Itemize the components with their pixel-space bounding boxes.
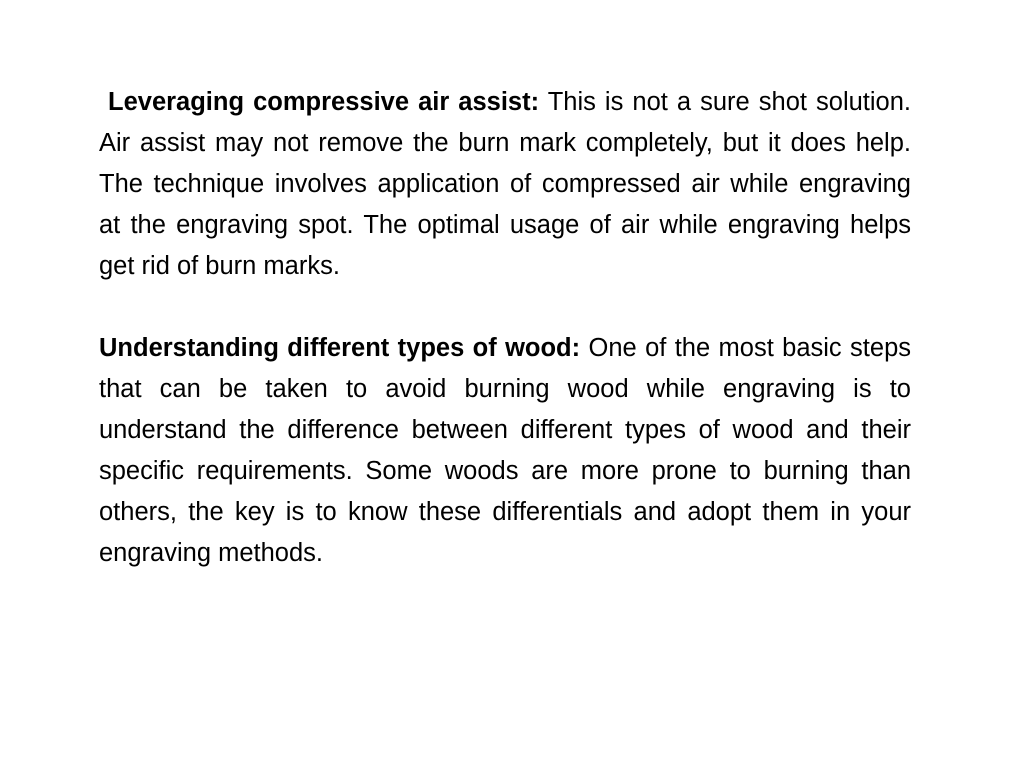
paragraph-wood-types <box>99 328 911 574</box>
paragraph-body: This is not a sure shot solution. Air assist may not remove the burn mark completely, but it does help. The technique involves application of compressed air while engraving at the engraving spot. The optimal usage of air while engraving helps get rid of burn marks. <box>99 88 911 280</box>
paragraph-heading: Understanding different types of wood: <box>99 334 581 362</box>
paragraph-heading: Leveraging compressive air assist: <box>108 88 540 116</box>
paragraph-air-assist <box>99 82 911 287</box>
text-block <box>99 82 911 574</box>
paragraph-body: One of the most basic steps that can be taken to avoid burning wood while engraving is to understand the difference between different types of wood and their specific requirements. Some woods are more prone to burning than others, the key is to know these differentials and adopt them in your engraving methods. <box>99 334 912 567</box>
